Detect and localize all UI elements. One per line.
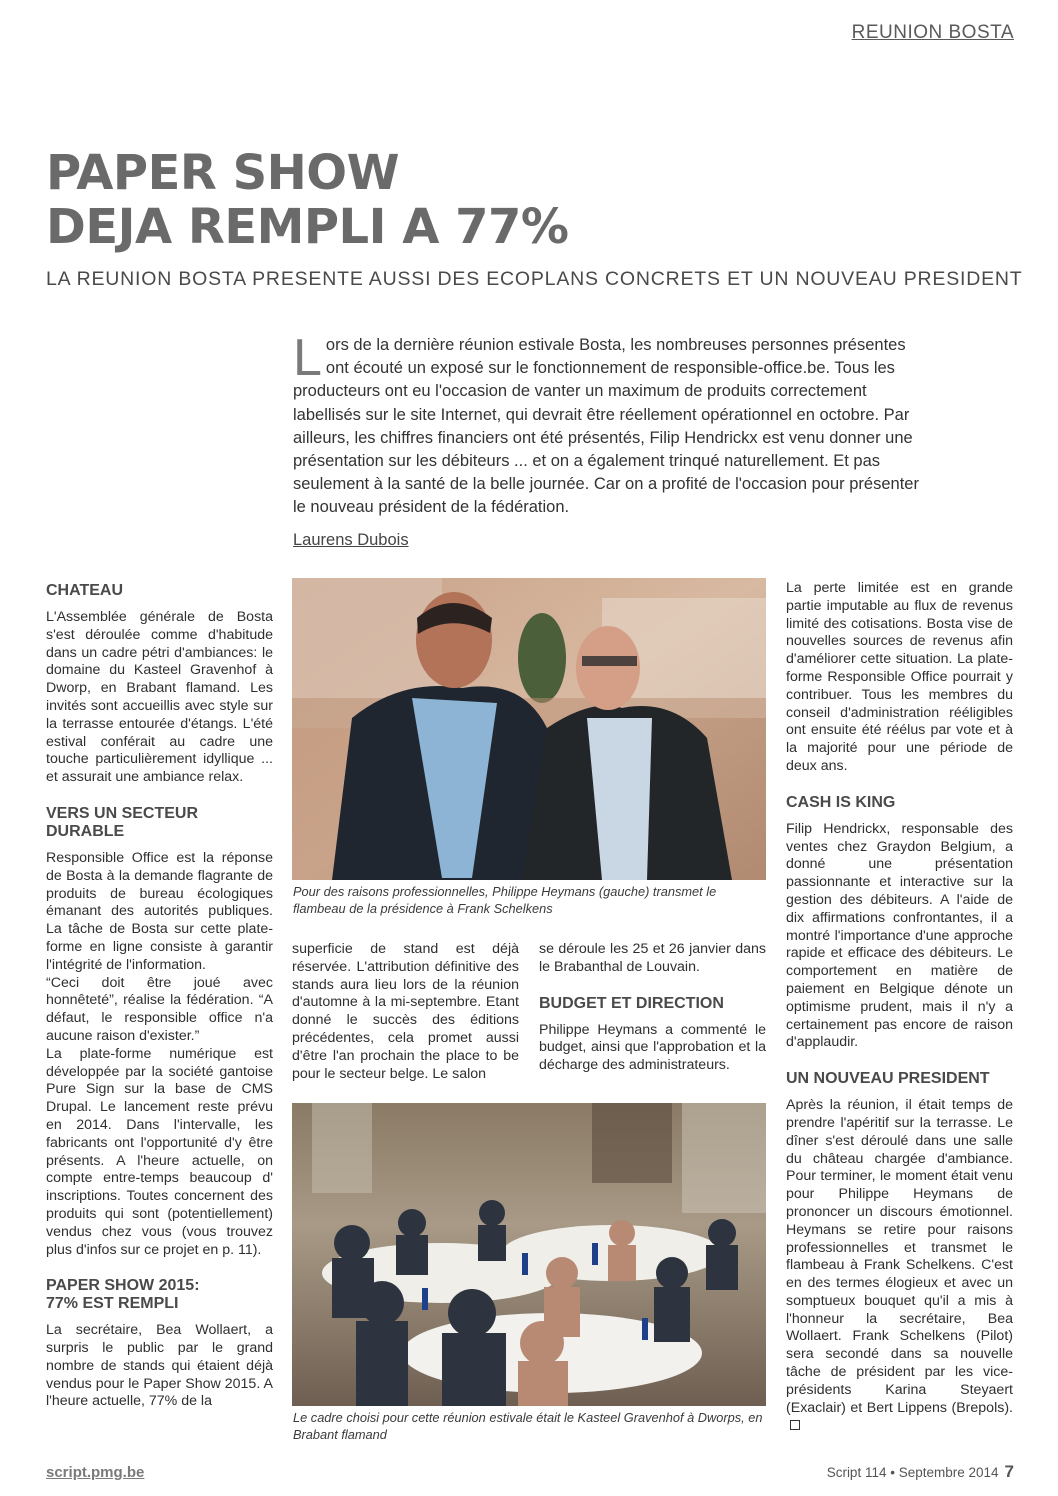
- paragraph-secteur-2: “Ceci doit être joué avec honnêteté”, réalise la fédération. “A défaut, le responsible office n'a aucune raison d'exister.”: [46, 974, 273, 1044]
- photo-heymans-schelkens-image: [292, 578, 766, 880]
- paragraph-secteur-3: La plate-forme numérique est développée par la société gantoise Pure Sign sur la base de CMS Drupal. Le lancement reste prévu en 2014. Dans l'intervalle, les fabricants ont l'opportunité d'y être présents. A l'heure actuelle, on compte entre-temps beaucoup d' inscriptions. Toutes concernent des produits qui sont (potentiellement) vendus chez vous (vous trouvez plus d'infos sur ce projet en p. 11).: [46, 1045, 273, 1258]
- column-1: [46, 582, 273, 1411]
- title-line-2: DEJA REMPLI A 77%: [46, 199, 569, 255]
- article-subtitle: LA REUNION BOSTA PRESENTE AUSSI DES ECOPLANS CONCRETS ET UN NOUVEAU PRESIDENT: [46, 268, 1023, 290]
- heading-secteur-durable: VERS UN SECTEUR DURABLE: [46, 804, 199, 840]
- section-tag: REUNION BOSTA: [851, 22, 1014, 43]
- heading-budget: BUDGET ET DIRECTION: [539, 994, 724, 1012]
- photo-dinner-hall: [292, 1103, 766, 1406]
- paragraph-president: [786, 1097, 1013, 1435]
- heading-paper-show-line-2: 77% EST REMPLI: [46, 1295, 179, 1313]
- paragraph-paper-show: La secrétaire, Bea Wollaert, a surpris le public par le grand nombre de stands qui étaient déjà vendus pour le Paper Show 2015. A l'heure actuelle, 77% de la: [46, 1322, 273, 1410]
- heading-cash-is-king: CASH IS KING: [786, 793, 896, 811]
- paragraph-perte: La perte limitée est en grande partie imputable au flux de revenus limité des cotisations. Bosta vise de nouvelles sources de revenus afin d'améliorer cette situation. La plate-forme Responsible Office pourrait y contribuer. Tous les membres du conseil d'administration rééligibles ont ensuite été réélus par vote et à la majorité pour une période de deux ans.: [786, 580, 1013, 774]
- photo-heymans-schelkens: [292, 578, 766, 880]
- column-4: [786, 580, 1013, 1435]
- paragraph-budget: Philippe Heymans a commenté le budget, ainsi que l'approbation et la décharge des administrateurs.: [539, 1021, 766, 1074]
- title-line-1: PAPER SHOW: [46, 145, 400, 201]
- article-title: [46, 146, 746, 254]
- photo-caption-1: Pour des raisons professionnelles, Philippe Heymans (gauche) transmet le flambeau de la présidence à Frank Schelkens: [293, 884, 717, 916]
- heading-paper-show-line-1: PAPER SHOW 2015:: [46, 1277, 200, 1295]
- heading-paper-show: [46, 1277, 273, 1313]
- footer-issue-info: [827, 1462, 1014, 1482]
- column-2: [292, 941, 519, 1083]
- photo-caption-2: Le cadre choisi pour cette réunion estivale était le Kasteel Gravenhof à Dworps, en Brabant flamand: [293, 1410, 763, 1442]
- column-3: [539, 941, 766, 1075]
- page-number: 7: [1004, 1462, 1014, 1481]
- paragraph-cash: Filip Hendrickx, responsable des ventes chez Graydon Belgium, a donné une présentation passionnante et interactive sur la gestion des débiteurs. A l'aide de dix affirmations confrontantes, il a montré l'importance d'une approche rapide et efficace des débiteurs. Le comportement en matière de paiement en Belgique dénote un optimisme prudent, mais il n'y a certainement pas encore de raison d'applaudir.: [786, 820, 1013, 1051]
- photo-dinner-hall-image: [292, 1103, 766, 1406]
- heading-nouveau-president: UN NOUVEAU PRESIDENT: [786, 1070, 990, 1088]
- paragraph-salon: se déroule les 25 et 26 janvier dans le Brabanthal de Louvain.: [539, 941, 766, 975]
- paragraph-secteur-1: Responsible Office est la réponse de Bosta à la demande flagrante de produits de bureau écologiques émanant des autorités publiques. La tâche de Bosta sur cette plate-forme en ligne consiste à garantir l'intégrité de l'information.: [46, 849, 273, 973]
- heading-chateau: CHATEAU: [46, 582, 124, 599]
- end-of-article-icon: [790, 1420, 800, 1430]
- intro-text: ors de la dernière réunion estivale Bosta, les nombreuses personnes présentes ont écouté un exposé sur le fonctionnement de responsible-office.be. Tous les producteurs ont eu l'occasion de vanter un maximum de produits correctement labellisés sur le site Internet, qui devrait être réellement opérationnel en octobre. Par ailleurs, les chiffres financiers ont été présentés, Filip Hendrickx est venu donner une présentation sur les débiteurs ... et on a également trinqué naturellement. Et pas seulement à la santé de la belle journée. Car on a profité de l'occasion pour présenter le nouveau président de la fédération.: [293, 336, 919, 517]
- footer-issue: Script 114 • Septembre 2014: [826, 1465, 999, 1480]
- paragraph-president-text: Après la réunion, il était temps de prendre l'apéritif sur la terrasse. Le dîner s'est déroulé dans une salle du château chargée d'ambiance. Pour terminer, le moment était venu pour Philippe Heymans de prononcer un discours émotionnel. Heymans se retire pour raisons professionnelles et transmet le flambeau à Frank Schelkens. C'est en des termes élogieux et avec un somptueux bouquet qu'il a mis à l'honneur la secrétaire, Bea Wollaert. Frank Schelkens (Pilot) sera secondé dans sa nouvelle tâche de président par les vice-présidents Karina Steyaert (Exaclair) et Bert Lippens (Brepols).: [786, 1097, 1013, 1416]
- intro-paragraph: [293, 329, 933, 520]
- author-byline: Laurens Dubois: [293, 531, 409, 549]
- paragraph-chateau: L'Assemblée générale de Bosta s'est déroulée comme d'habitude dans un cadre pétri d'ambiances: le domaine du Kasteel Gravenhof à Dworp, en Brabant flamand. Les invités sont accueillis avec style sur la terrasse entourée d'étangs. L'été estival conférait au cadre une touche particulièrement idyllique ... et assurait une ambiance relax.: [46, 609, 273, 786]
- footer-website-link[interactable]: script.pmg.be: [46, 1464, 145, 1481]
- paragraph-superficie: superficie de stand est déjà réservée. L'attribution définitive des stands aura lieu lors de la réunion d'automne à la mi-septembre. Etant donné le succès des éditions précédentes, cela promet aussi d'être l'an prochain the place to be pour le secteur belge. Le salon: [292, 941, 519, 1082]
- drop-cap: L: [293, 329, 322, 387]
